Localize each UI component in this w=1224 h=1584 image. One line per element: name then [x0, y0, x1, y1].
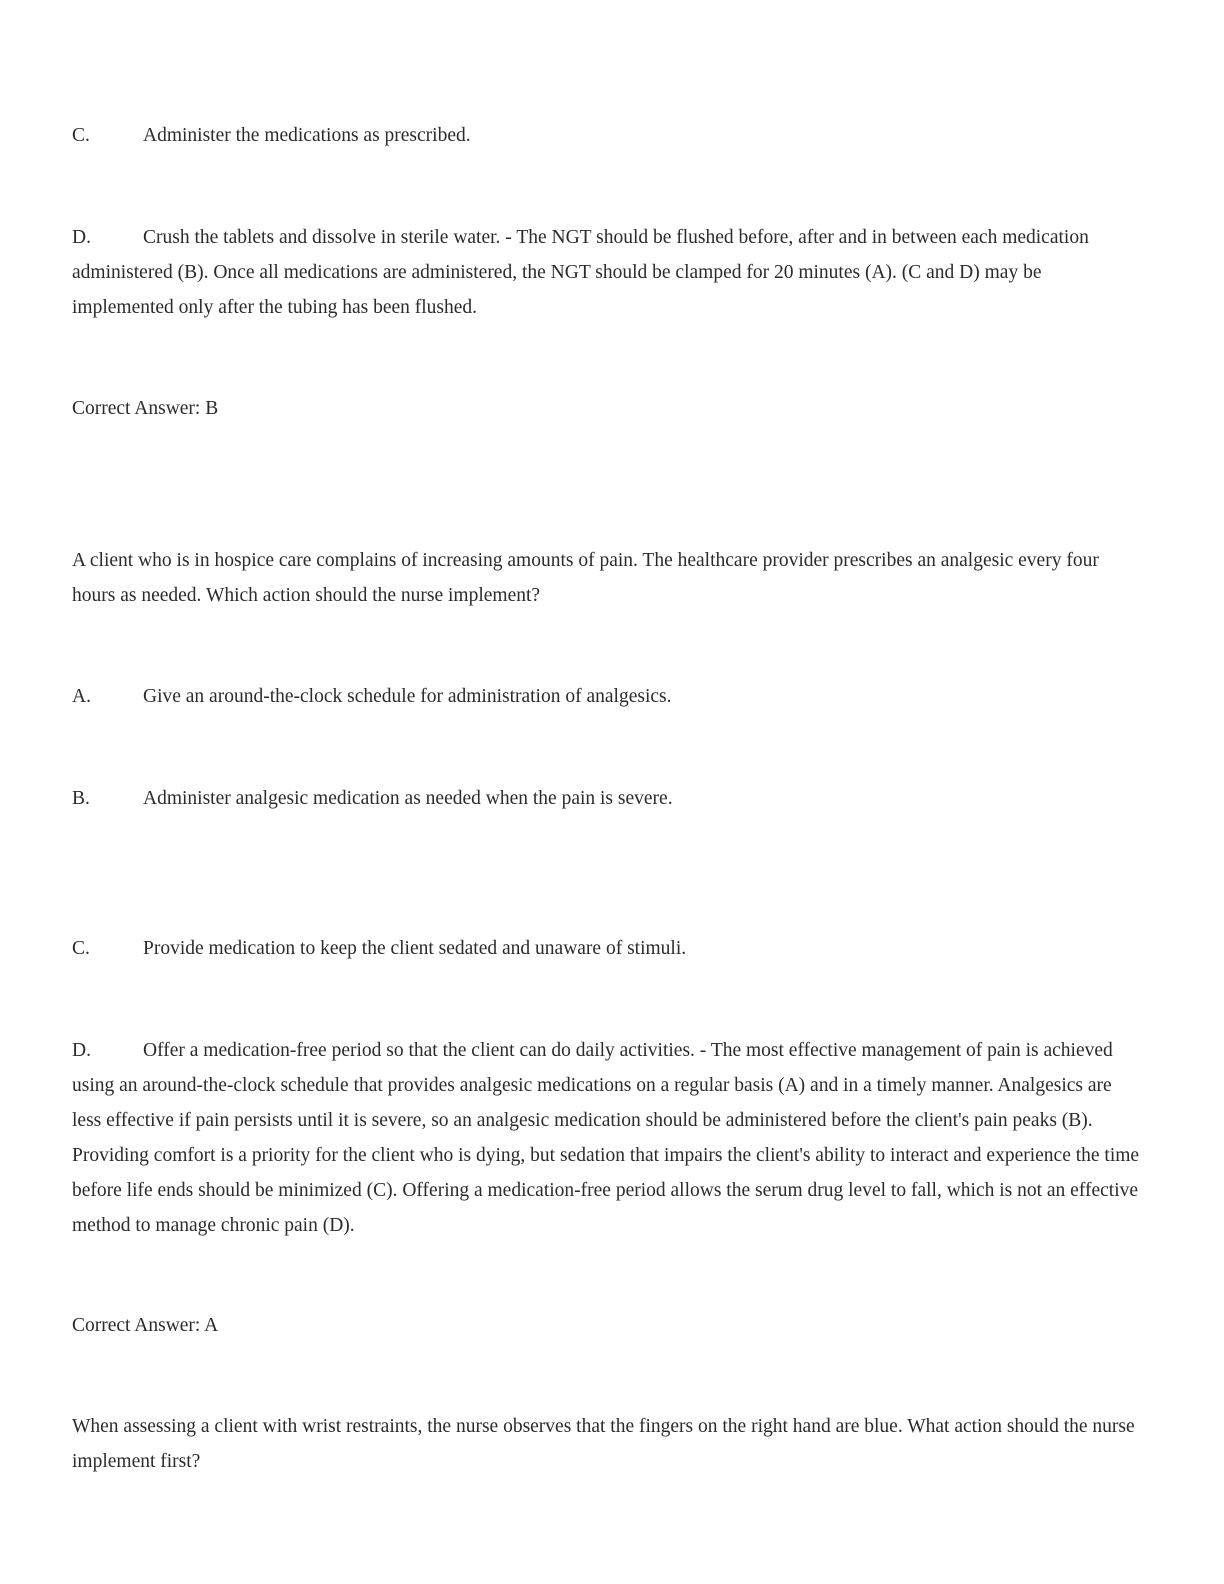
- option-letter: D.: [72, 1040, 91, 1061]
- q2-option-d-rationale: [72, 1033, 1144, 1243]
- q2-stem: A client who is in hospice care complains of increasing amounts of pain. The healthcare provider prescribes an analgesic every four hours as needed. Which action should the nurse implement?: [72, 550, 1099, 606]
- q1-option-c: [72, 118, 1144, 153]
- q3-stem: When assessing a client with wrist restraints, the nurse observes that the fingers on the right hand are blue. What action should the nurse implement first?: [72, 1416, 1135, 1472]
- option-letter: D.: [72, 227, 91, 248]
- option-text: Provide medication to keep the client sedated and unaware of stimuli.: [143, 938, 687, 959]
- option-letter: A.: [72, 686, 91, 707]
- document-page: [72, 0, 1152, 1584]
- q2-option-b: [72, 781, 1144, 816]
- option-letter: C.: [72, 125, 90, 146]
- option-letter: B.: [72, 788, 90, 809]
- q1-option-d-rationale: [72, 220, 1144, 325]
- option-text: Offer a medication-free period so that the client can do daily activities. - The most effective management of pain is achieved using an around-the-clock schedule that provides analgesic medications on a regular basis (A) and in a timely manner. Analgesics are less effective if pain persists until it is severe, so an analgesic medication should be administered before the client's pain peaks (B). Providing comfort is a priority for the client who is dying, but sedation that impairs the client's ability to interact and experience the time before life ends should be minimized (C). Offering a medication-free period allows the serum drug level to fall, which is not an effective method to manage chronic pain (D).: [72, 1040, 1140, 1236]
- q1-correct-answer: Correct Answer: B: [72, 398, 219, 419]
- option-text: Crush the tablets and dissolve in sterile water. - The NGT should be flushed before, after and in between each medication administered (B). Once all medications are administered, the NGT should be clamped for 20 minutes (A). (C and D) may be implemented only after the tubing has been flushed.: [72, 227, 1089, 318]
- option-text: Administer the medications as prescribed.: [143, 125, 471, 146]
- q2-correct-answer: Correct Answer: A: [72, 1315, 219, 1336]
- option-text: Give an around-the-clock schedule for administration of analgesics.: [143, 686, 672, 707]
- q2-option-a: [72, 679, 1144, 714]
- q2-option-c: [72, 931, 1144, 966]
- option-text: Administer analgesic medication as needed when the pain is severe.: [143, 788, 673, 809]
- option-letter: C.: [72, 938, 90, 959]
